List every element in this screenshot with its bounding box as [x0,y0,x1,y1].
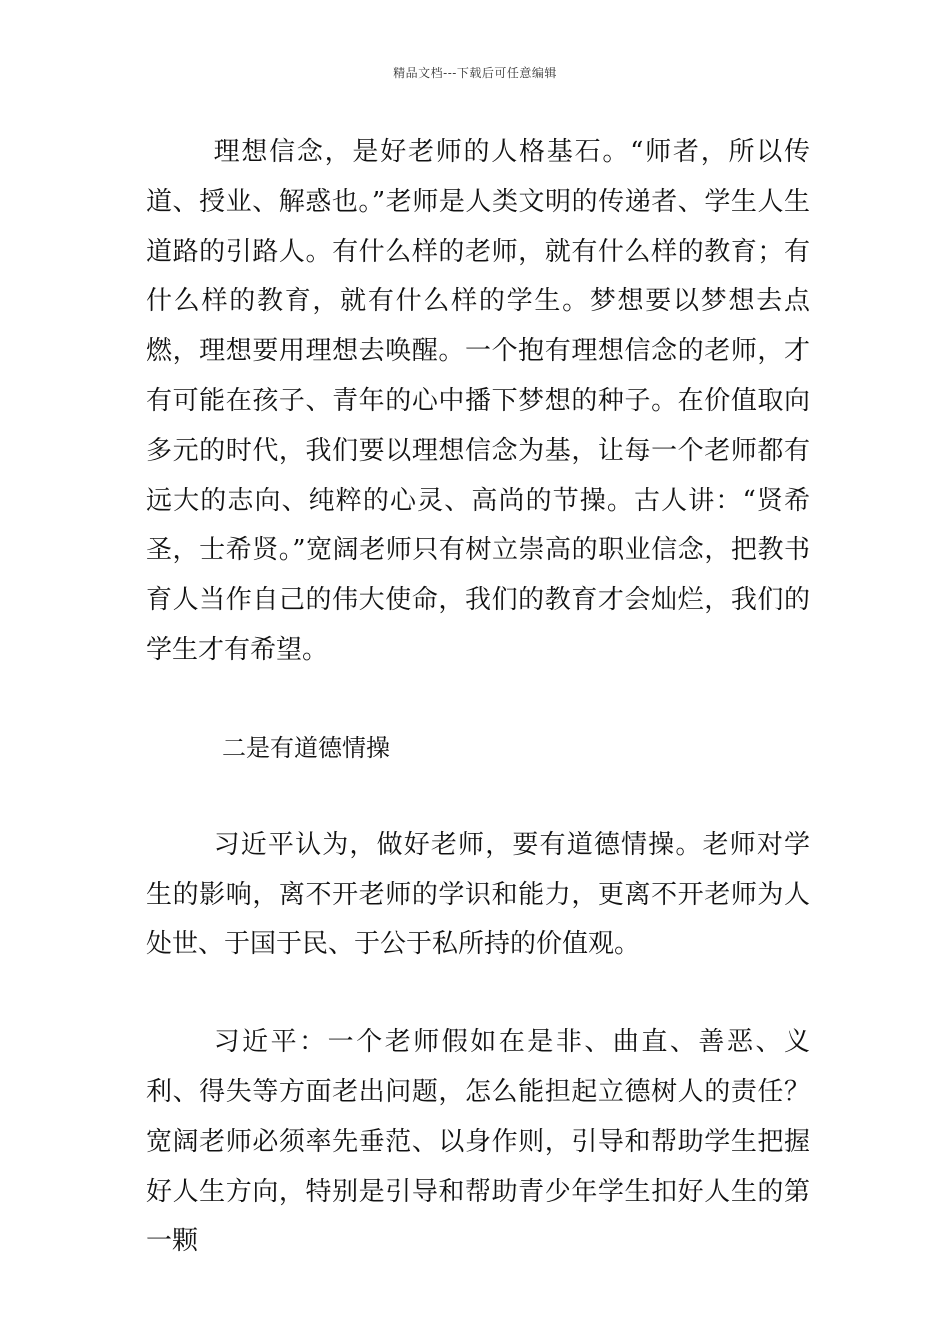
section-heading: 二是有道德情操 [222,733,390,762]
paragraph-spacer [146,676,810,724]
page-header: 精品文档---下载后可任意编辑 [393,66,557,80]
paragraph-spacer [146,970,810,1018]
paragraph-ideals: 理想信念，是好老师的人格基石。“师者，所以传道、授业、解惑也。”老师是人类文明的传递者、学生人生道路的引路人。有什么样的老师，就有什么样的教育；有什么样的教育，就有什么样的学生。梦想要以梦想去点燃，理想要用理想去唤醒。一个抱有理想信念的老师，才有可能在孩子、青年的心中播下梦想的种子。在价值取向多元的时代，我们要以理想信念为基，让每一个老师都有远大的志向、纯粹的心灵、高尚的节操。古人讲：“贤希圣，士希贤。”宽阔老师只有树立崇高的职业信念，把教书育人当作自己的伟大使命，我们的教育才会灿烂，我们的学生才有希望。 [146,137,810,665]
paragraph-spacer [146,773,810,821]
document-body [146,128,810,1267]
paragraph-example: 习近平：一个老师假如在是非、曲直、善恶、义利、得失等方面老出问题，怎么能担起立德树人的责任？宽阔老师必须率先垂范、以身作则，引导和帮助学生把握好人生方向，特别是引导和帮助青少年学生扣好人生的第一颗 [146,1027,810,1257]
paragraph-morality: 习近平认为，做好老师，要有道德情操。老师对学生的影响，离不开老师的学识和能力，更离不开老师为人处世、于国于民、于公于私所持的价值观。 [146,829,810,960]
